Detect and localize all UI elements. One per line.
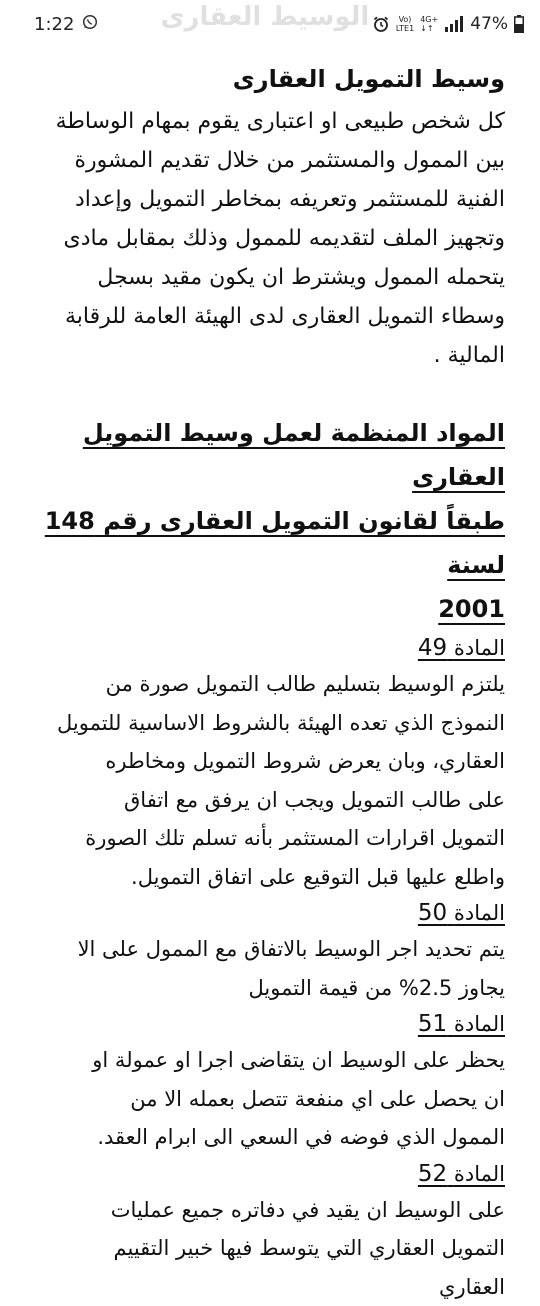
section-line: العقاري، وبان يعرض شروط التمويل ومخاطره [30, 742, 505, 781]
section-line: يتم تحديد اجر الوسيط بالاتفاق مع الممول على الا [30, 930, 505, 969]
network-type-indicator: 4G+ ↓↑ [420, 15, 438, 33]
section-line: التمويل اقرارات المستثمر بأنه تسلم تلك الصورة [30, 819, 505, 858]
status-left [34, 10, 98, 38]
section-52 [30, 1157, 505, 1306]
definition-line: الفنية للمستثمر وتعريفه بمخاطر التمويل وإعداد [30, 180, 505, 219]
ghost-page-title: الوسيط العقارى [140, 2, 390, 42]
section-line: العقاري [30, 1268, 505, 1306]
law-heading-line: المواد المنظمة لعمل وسيط التمويل العقارى [30, 411, 505, 499]
section-line: يلتزم الوسيط بتسليم طالب التمويل صورة من [30, 665, 505, 704]
article-content [30, 60, 505, 1306]
section-line: يحظر على الوسيط ان يتقاضى اجرا او عمولة او [30, 1041, 505, 1080]
definition-line: يتحمله الممول ويشترط ان يكون مقيد بسجل [30, 258, 505, 297]
battery-percent: 47% [470, 14, 508, 34]
section-line: واطلع عليها قبل التوقيع على اتفاق التمويل. [30, 858, 505, 897]
section-50 [30, 896, 505, 1007]
article-number: المادة 51 [30, 1007, 505, 1041]
section-line: على الوسيط ان يقيد في دفاتره جميع عمليات [30, 1191, 505, 1230]
section-51 [30, 1007, 505, 1157]
status-right [372, 9, 524, 39]
section-49 [30, 631, 505, 896]
article-title: وسيط التمويل العقارى [30, 60, 505, 98]
section-line: يجاوز 2.5% من قيمة التمويل [30, 969, 505, 1008]
whatsapp-icon [82, 14, 98, 34]
definition-line: وسطاء التمويل العقارى لدى الهيئة العامة للرقابة [30, 297, 505, 336]
section-line: النموذج الذي تعده الهيئة بالشروط الاساسية للتمويل [30, 704, 505, 743]
status-bar [0, 0, 540, 48]
law-heading [30, 411, 505, 631]
definition-line: بين الممول والمستثمر من خلال تقديم المشورة [30, 141, 505, 180]
law-heading-year: 2001 [30, 587, 505, 631]
definition-line: كل شخص طبيعى او اعتبارى يقوم بمهام الوساطة [30, 102, 505, 141]
section-line: على طالب التمويل ويجب ان يرفق مع اتفاق [30, 781, 505, 820]
signal-icon [444, 16, 464, 32]
definition-paragraph [30, 102, 505, 375]
alarm-icon [372, 15, 390, 33]
article-number: المادة 49 [30, 631, 505, 665]
section-line: ان يحصل على اي منفعة تتصل بعمله الا من [30, 1080, 505, 1119]
definition-line: وتجهيز الملف لتقديمه للممول وذلك بمقابل مادى [30, 219, 505, 258]
law-heading-line: طبقاً لقانون التمويل العقارى رقم 148 لسنة [30, 499, 505, 587]
definition-line: المالية . [30, 336, 505, 375]
volte-indicator: Vo) LTE1 [396, 15, 414, 33]
status-time: 1:22 [34, 14, 74, 35]
article-number: المادة 50 [30, 896, 505, 930]
section-line: التمويل العقاري التي يتوسط فيها خبير التقييم [30, 1229, 505, 1268]
article-number: المادة 52 [30, 1157, 505, 1191]
section-line: الممول الذي فوضه في السعي الى ابرام العقد. [30, 1118, 505, 1157]
battery-icon [514, 15, 524, 33]
